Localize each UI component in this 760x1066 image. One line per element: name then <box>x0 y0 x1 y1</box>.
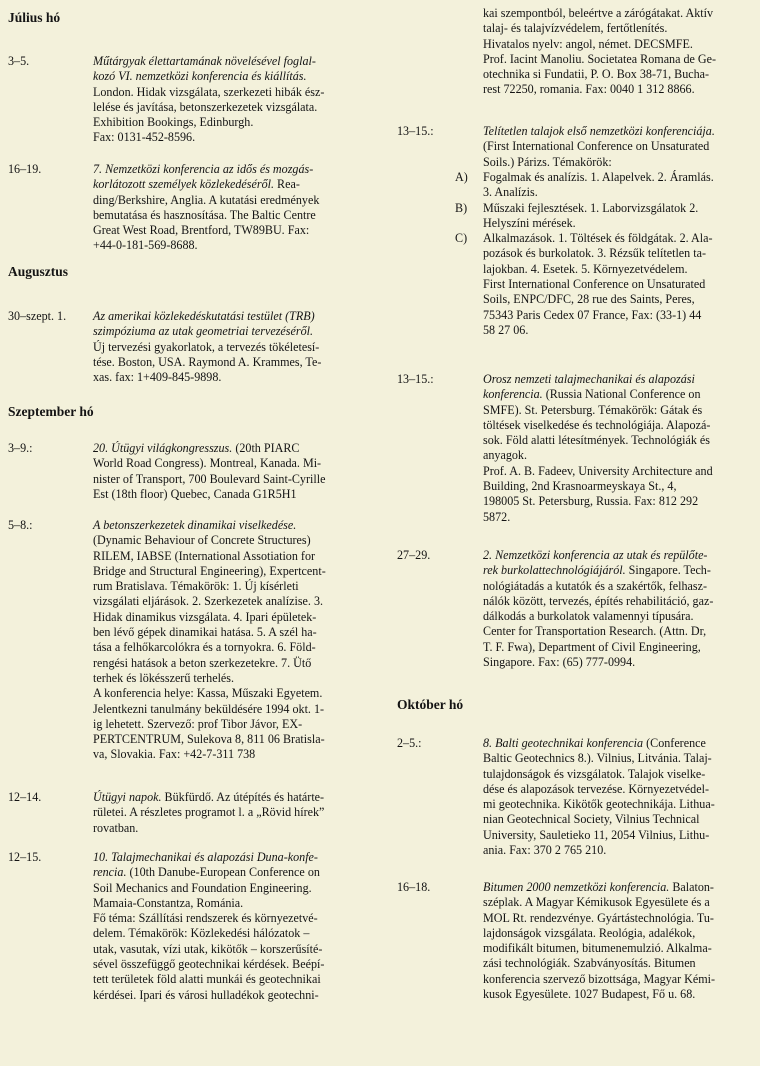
text-line: Műszaki fejlesztések. 1. Laborvizsgálatok 2. <box>483 200 699 215</box>
topic-text <box>483 201 754 232</box>
text-line <box>93 309 360 324</box>
event-body <box>483 372 754 525</box>
event-title: 2. Nemzetközi konferencia az utak és repülőte- <box>483 548 708 562</box>
event-title: kozó VI. nemzetközi konferencia és kiállítás. <box>93 69 307 84</box>
event-body <box>93 518 360 763</box>
event-date: 16–18. <box>397 880 431 894</box>
text-line: ania. Fax: 370 2 765 210. <box>483 843 607 858</box>
text-line: Great West Road, Brentford, TW89BU. Fax: <box>93 223 310 238</box>
text-line: RILEM, IABSE (International Assotiation for <box>93 548 316 563</box>
text-line: 5872. <box>483 509 511 524</box>
text-line: ig lehetett. Szervező: prof Tibor Jávor, EX- <box>93 716 303 731</box>
text-line: mi geotechnika. Kikötők geotechnikája. Lithua- <box>483 797 715 812</box>
text-line: Soils, ENPC/DFC, 28 rue des Saints, Peres, <box>483 292 695 307</box>
event-title: rencia. <box>93 865 127 880</box>
event-date: 3–9.: <box>8 441 33 455</box>
text-line: sével összefüggő geotechnikai kérdések. Beépí- <box>93 957 325 972</box>
text-line: A konferencia helye: Kassa, Műszaki Egyetem. <box>93 686 323 701</box>
event-body <box>93 441 360 502</box>
text-line: terhek és lökésszerű terhelés. <box>93 670 235 685</box>
text-line: otechnika si Fundatii, P. O. Box 38-71, Bucha- <box>483 67 710 82</box>
text-line: nológiátadás a kutatók és a szakértők, felhasz- <box>483 578 707 593</box>
text-line: lajdonságok vizsgálata. Reológia, adalékok, <box>483 925 696 940</box>
text-line: tett területek föld alatti munkái és geotechnikai <box>93 972 321 987</box>
text-line: Bridge and Structural Engineering), Expertcent- <box>93 563 326 578</box>
event-title: 10. Talajmechanikai és alapozási Duna-konfe- <box>93 850 318 864</box>
text-line: utak, vasutak, vízi utak, kikötők – korszerűsíté- <box>93 941 323 956</box>
event-date: 2–5.: <box>397 736 422 750</box>
text-line: London. Hidak vizsgálata, szerkezeti hibák ész- <box>93 84 325 99</box>
text-line: Center for Transportation Research. (Attn. Dr, <box>483 624 707 639</box>
text-line <box>483 548 754 563</box>
text-line: Prof. Iacint Manoliu. Societatea Romana de Ge- <box>483 51 717 66</box>
text-line: kérdései. Ipari és városi hulladékok geotechni- <box>93 987 319 1002</box>
event-date: 16–19. <box>8 162 42 176</box>
text-line: rum Bratislava. Témakörök: 1. Új kísérleti <box>93 579 299 594</box>
text-line: 8. Balti geotechnikai konferencia (Conference <box>483 736 706 750</box>
text-line: 58 27 06. <box>483 322 529 337</box>
event-title: konferencia. <box>483 387 543 402</box>
event-date: 30–szept. 1. <box>8 309 67 323</box>
text-line: tása a felhőkarcolókra és a tornyokra. 6. Föld- <box>93 640 316 655</box>
text-line <box>93 69 360 84</box>
text-line: SMFE). St. Petersburg. Témakörök: Gátak és <box>483 402 703 417</box>
text-line: 75343 Paris Cedex 07 France, Fax: (33-1) 44 <box>483 307 702 322</box>
text-line: anyagok. <box>483 448 527 463</box>
text-line: kusok Egyesülete. 1027 Budapest, Fő u. 68. <box>483 987 696 1002</box>
text-line: University, Sauletieko 11, 2054 Vilnius, Lithu- <box>483 827 710 842</box>
text-line: +44-0-181-569-8688. <box>93 238 198 253</box>
text-line: 198005 St. Petersburg, Russia. Fax: 812 292 <box>483 494 699 509</box>
text-line: Exhibition Bookings, Edinburgh. <box>93 115 254 130</box>
text-line: (First International Conference on Unsaturated <box>483 139 710 154</box>
text-line: rengési hatások a beton szerkezetekre. 7. Ütő <box>93 655 312 670</box>
text-line <box>483 124 754 139</box>
text-line: lelése és javítása, betonszerkezetek vizsgálata. <box>93 99 318 114</box>
text-line: Új tervezési gyakorlatok, a tervezés tökéletesí- <box>93 339 320 354</box>
text-line: konferencia szervező bizottsága, Magyar Kémi- <box>483 971 716 986</box>
event-title: Műtárgyak élettartamának növelésével foglal- <box>93 54 316 68</box>
text-line <box>93 54 360 69</box>
text-line <box>93 162 360 177</box>
month-heading-august: Augusztus <box>8 264 69 279</box>
text-line: rencia. (10th Danube-European Conference on <box>93 865 320 880</box>
text-line: korlátozott személyek közlekedéséről. Rea- <box>93 177 300 192</box>
text-line: talaj- és talajvízvédelem, fertőtlenítés. <box>483 21 668 36</box>
text-line: ding/Berkshire, Anglia. A kutatási eredmények <box>93 192 320 207</box>
event-date: 13–15.: <box>397 372 434 386</box>
text-line: Útügyi napok. Bükfürdő. Az útépítés és határte- <box>93 790 325 804</box>
text-line: rest 72250, romania. Fax: 0040 1 312 8866. <box>483 82 695 97</box>
text-line: pozások és burkolatok. 3. Rézsűk telítetlen ta- <box>483 246 707 261</box>
text-line: (Dynamic Behaviour of Concrete Structures) <box>93 533 311 548</box>
event-title: A betonszerkezetek dinamikai viselkedése. <box>93 518 297 532</box>
text-line: delem. Témakörök: Közlekedési hálózatok – <box>93 926 310 941</box>
text-line: Singapore. Fax: (65) 777-0994. <box>483 655 636 670</box>
text-line: 20. Útügyi világkongresszus. (20th PIARC <box>93 441 300 455</box>
text-line: lajokban. 4. Esetek. 5. Környezetvédelem. <box>483 261 688 276</box>
text-line: rovatban. <box>93 820 139 835</box>
text-line: tése. Boston, USA. Raymond A. Krammes, Te- <box>93 354 322 369</box>
text-line: Building, 2nd Krasnoarmeyskaya St., 4, <box>483 479 677 494</box>
event-title: Útügyi napok. <box>93 790 162 804</box>
text-line <box>93 324 360 339</box>
text-line: széplak. A Magyar Kémikusok Egyesülete és a <box>483 895 710 910</box>
text-line: nian Geotechnical Society, Vilnius Technical <box>483 812 700 827</box>
event-body <box>93 54 360 146</box>
text-line: Soil Mechanics and Foundation Engineering. <box>93 880 312 895</box>
text-line: Est (18th floor) Quebec, Canada G1R5H1 <box>93 486 297 501</box>
event-body <box>483 6 754 98</box>
text-line: bemutatása és hasznosítása. The Baltic Centre <box>93 207 316 222</box>
topic-text <box>483 231 754 277</box>
event-body <box>93 850 360 1003</box>
event-body <box>483 880 754 1002</box>
event-title: szimpóziuma az utak geometriai tervezéséről. <box>93 324 314 339</box>
text-line: First International Conference on Unsaturated <box>483 277 706 291</box>
event-title: Orosz nemzeti talajmechanikai és alapozási <box>483 372 695 386</box>
text-line: va, Slovakia. Fax: +42-7-311 738 <box>93 747 256 762</box>
month-heading-september: Szeptember hó <box>8 404 94 419</box>
event-body <box>93 309 360 385</box>
event-title: 7. Nemzetközi konferencia az idős és mozgás- <box>93 162 314 176</box>
topic-label: B) <box>455 200 468 215</box>
text-line: Alkalmazások. 1. Töltések és földgátak. 2. Ala- <box>483 231 713 246</box>
topic-label: C) <box>455 231 468 246</box>
event-title: 8. Balti geotechnikai konferencia <box>483 736 644 750</box>
event-date: 12–15. <box>8 850 42 864</box>
text-line: töltések viselkedése és technológiája. Alapozá- <box>483 417 711 432</box>
text-line: World Road Congress). Montreal, Kanada. Mi- <box>93 456 322 471</box>
text-line: rek burkolattechnológiájáról. Singapore. Tech- <box>483 563 711 578</box>
text-line: rületei. A részletes programot l. a „Rövid hírek” <box>93 805 325 820</box>
text-line: sok. Föld alatti létesítmények. Technológiák és <box>483 433 710 448</box>
text-line: ben lévő gépek dinamikai hatása. 5. A szél ha- <box>93 625 317 640</box>
text-line: Hidak dinamikus vizsgálata. 4. Ipari épületek- <box>93 609 317 624</box>
text-line: Bitumen 2000 nemzetközi konferencia. Balaton- <box>483 880 714 894</box>
event-title: korlátozott személyek közlekedéséről. <box>93 177 275 192</box>
text-line <box>483 372 754 387</box>
text-line: dálkodás a burkolatok valamennyi típusára. <box>483 609 694 624</box>
text-line: Fogalmak és analízis. 1. Alapelvek. 2. Áramlás. <box>483 169 714 184</box>
event-date: 12–14. <box>8 790 42 804</box>
event-body <box>483 124 754 170</box>
contact-text <box>483 277 754 338</box>
text-line: zási technológiák. Szabványosítás. Bitumen <box>483 956 696 971</box>
text-line: Fax: 0131-452-8596. <box>93 130 196 145</box>
event-title: rek burkolattechnológiájáról. <box>483 563 626 578</box>
text-line: Fő téma: Szállítási rendszerek és környezetvé- <box>93 911 318 926</box>
topic-label: A) <box>455 169 468 184</box>
text-line: nister of Transport, 700 Boulevard Saint-Cyrille <box>93 471 326 486</box>
text-line <box>93 850 360 865</box>
text-line: vizsgálati eljárások. 2. Szerkezetek analízise. 3. <box>93 594 324 609</box>
event-date: 27–29. <box>397 548 431 562</box>
event-title: 20. Útügyi világkongresszus. <box>93 441 233 455</box>
event-date: 13–15.: <box>397 124 434 138</box>
text-line: Prof. A. B. Fadeev, University Architecture and <box>483 463 713 478</box>
event-title: Bitumen 2000 nemzetközi konferencia. <box>483 880 670 894</box>
text-line <box>93 518 360 533</box>
text-line: nálók között, tervezés, építés rehabilitáció, gaz- <box>483 593 714 608</box>
text-line: dése és alapozások tervezése. Környezetvédel- <box>483 781 709 796</box>
event-body <box>93 162 360 254</box>
text-line: konferencia. (Russia National Conference on <box>483 387 701 402</box>
event-body <box>93 790 360 836</box>
text-line: Mamaia-Constantza, Románia. <box>93 895 244 910</box>
text-line: modifikált bitumen, bitumenemulzió. Alkalma- <box>483 941 712 956</box>
event-body <box>483 736 754 858</box>
event-date: 5–8.: <box>8 518 33 532</box>
text-line: Baltic Geotechnics 8.). Vilnius, Litvánia. Talaj- <box>483 751 712 766</box>
text-line: Helyszíni mérések. <box>483 215 576 230</box>
text-line: MOL Rt. rendezvénye. Gyártástechnológia. Tu- <box>483 910 714 925</box>
event-title: Telítetlen talajok első nemzetközi konferenciája. <box>483 124 715 138</box>
text-line: T. F. Fwa), Department of Civil Engineering, <box>483 639 701 654</box>
month-heading-july: Július hó <box>8 10 61 25</box>
event-body <box>483 548 754 670</box>
text-line: PERTCENTRUM, Sulekova 8, 811 06 Bratisla- <box>93 732 325 747</box>
text-line: xas. fax: 1+409-845-9898. <box>93 370 222 385</box>
event-date: 3–5. <box>8 54 30 68</box>
event-title: Az amerikai közlekedéskutatási testület (TRB) <box>93 309 315 323</box>
text-line: 3. Analízis. <box>483 185 538 200</box>
text-line: Jelentkezni tanulmány beküldésére 1994 okt. 1- <box>93 701 325 716</box>
text-line: kai szempontból, beleértve a zárógátakat. Aktív <box>483 6 714 20</box>
month-heading-october: Október hó <box>397 697 464 712</box>
text-line: tulajdonságok és vizsgálatok. Talajok viselke- <box>483 766 706 781</box>
text-line: Soils.) Párizs. Témakörök: <box>483 154 612 169</box>
text-line: Hivatalos nyelv: angol, német. DECSMFE. <box>483 36 693 51</box>
topic-text <box>483 170 754 201</box>
